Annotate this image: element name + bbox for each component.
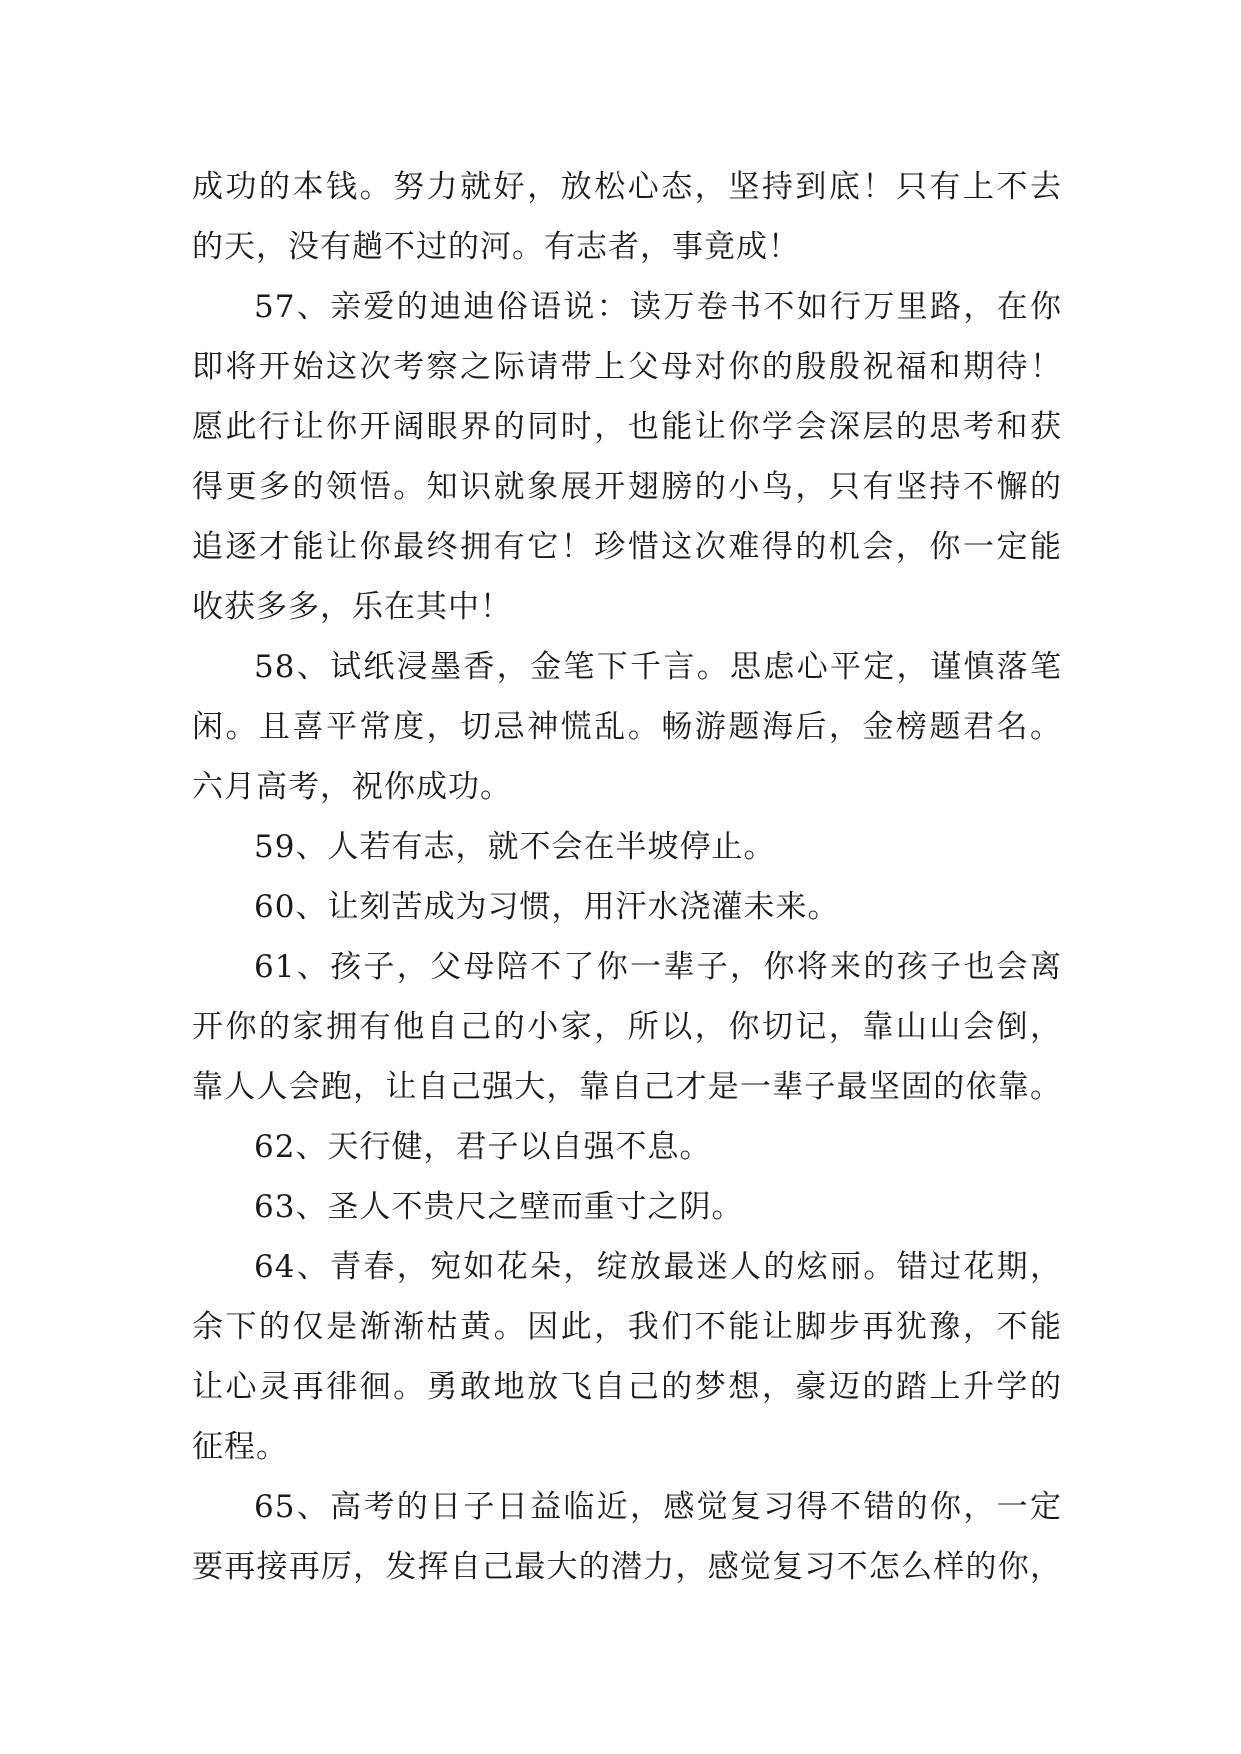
text-line: 收获多多，乐在其中！: [192, 589, 512, 625]
text-line: 闲。且喜平常度，切忌神慌乱。畅游题海后，金榜题君名。: [192, 709, 1062, 745]
document-body: [192, 157, 1062, 1597]
text-line: 65、高考的日子日益临近，感觉复习得不错的你，一定: [254, 1489, 1062, 1525]
text-line: 61、孩子，父母陪不了你一辈子，你将来的孩子也会离: [254, 949, 1062, 985]
text-line: 追逐才能让你最终拥有它！珍惜这次难得的机会，你一定能: [192, 529, 1062, 565]
text-line: 59、人若有志，就不会在半坡停止。: [254, 829, 776, 865]
text-line: 63、圣人不贵尺之壁而重寸之阴。: [254, 1189, 744, 1225]
text-line: 64、青春，宛如花朵，绽放最迷人的炫丽。错过花期，: [254, 1249, 1062, 1285]
text-line: 开你的家拥有他自己的小家，所以，你切记，靠山山会倒，: [192, 1009, 1062, 1045]
text-line: 的天，没有趟不过的河。有志者，事竟成！: [192, 229, 800, 265]
text-line: 六月高考，祝你成功。: [192, 769, 512, 805]
text-line: 62、天行健，君子以自强不息。: [254, 1129, 712, 1165]
text-line: 成功的本钱。努力就好，放松心态，坚持到底！只有上不去: [192, 169, 1062, 205]
text-line: 靠人人会跑，让自己强大，靠自己才是一辈子最坚固的依靠。: [192, 1069, 1062, 1105]
text-line: 57、亲爱的迪迪俗语说：读万卷书不如行万里路，在你: [254, 289, 1062, 325]
text-line: 愿此行让你开阔眼界的同时，也能让你学会深层的思考和获: [192, 409, 1062, 445]
text-line: 征程。: [192, 1429, 288, 1465]
text-line: 余下的仅是渐渐枯黄。因此，我们不能让脚步再犹豫，不能: [192, 1309, 1062, 1345]
text-line: 让心灵再徘徊。勇敢地放飞自己的梦想，豪迈的踏上升学的: [192, 1369, 1062, 1405]
text-line: 即将开始这次考察之际请带上父母对你的殷殷祝福和期待！: [192, 349, 1062, 385]
text-line: 要再接再厉，发挥自己最大的潜力，感觉复习不怎么样的你，: [192, 1549, 1062, 1585]
text-line: 得更多的领悟。知识就象展开翅膀的小鸟，只有坚持不懈的: [192, 469, 1062, 505]
text-line: 60、让刻苦成为习惯，用汗水浇灌未来。: [254, 889, 840, 925]
text-line: 58、试纸浸墨香，金笔下千言。思虑心平定，谨慎落笔: [254, 649, 1062, 685]
